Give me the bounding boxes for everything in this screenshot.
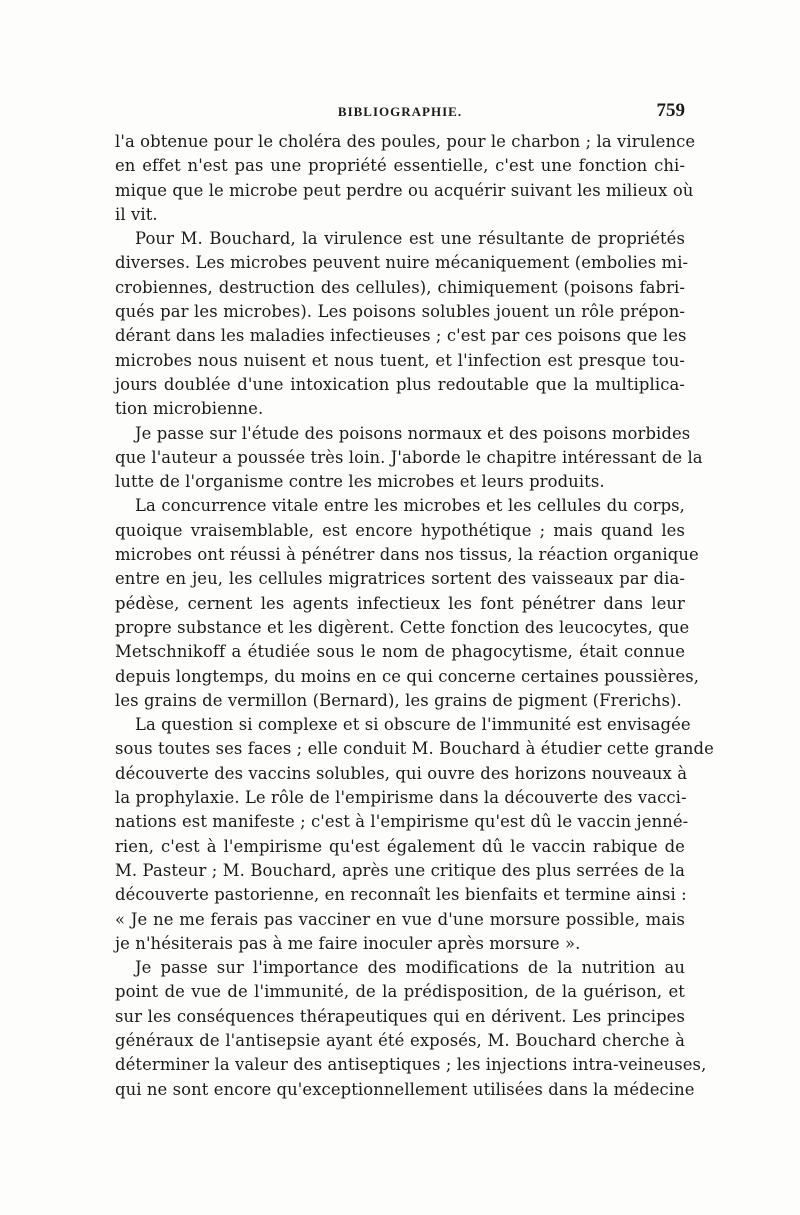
text-line: je n'hésiterais pas à me faire inoculer après morsure ». — [115, 933, 581, 953]
text-line: Je passe sur l'étude des poisons normaux et des poisons morbides — [135, 423, 691, 443]
text-line: l'a obtenue pour le choléra des poules, pour le charbon ; la virulence — [115, 132, 696, 151]
text-line: lutte de l'organisme contre les microbes et leurs produits. — [115, 472, 605, 492]
text-line: entre en jeu, les cellules migratrices sortent des vaisseaux par dia- — [115, 569, 685, 589]
text-line: que l'auteur a poussée très loin. J'aborde le chapitre intéressant de la — [115, 447, 703, 467]
text-line: Je passe sur l'importance des modifications de la nutrition au — [135, 958, 685, 978]
text-line: la prophylaxie. Le rôle de l'empirisme dans la découverte des vacci- — [115, 788, 687, 808]
running-head-title: BIBLIOGRAPHIE. — [337, 104, 463, 119]
text-line: nations est manifeste ; c'est à l'empirisme qu'est dû le vaccin jenné- — [115, 812, 689, 832]
page-number: 759 — [656, 100, 685, 121]
text-line: découverte pastorienne, en reconnaît les bienfaits et termine ainsi : — [115, 885, 687, 905]
text-line: Pour M. Bouchard, la virulence est une résultante de propriétés — [135, 229, 685, 249]
text-line: mique que le microbe peut perdre ou acquérir suivant les milieux où — [115, 180, 694, 200]
text-line: propre substance et les digèrent. Cette fonction des leucocytes, que — [115, 617, 690, 637]
text-line: depuis longtemps, du moins en ce qui concerne certaines poussières, — [115, 666, 700, 686]
text-line: qui ne sont encore qu'exceptionnellement utilisées dans la médecine — [115, 1079, 695, 1099]
text-line: il vit. — [115, 204, 158, 224]
text-line: M. Pasteur ; M. Bouchard, après une critique des plus serrées de la — [115, 860, 685, 880]
text-line: qués par les microbes). Les poisons solubles jouent un rôle prépon- — [115, 302, 685, 322]
text-line: découverte des vaccins solubles, qui ouvre des horizons nouveaux à — [115, 763, 688, 783]
text-line: sous toutes ses faces ; elle conduit M. Bouchard à étudier cette grande — [115, 739, 714, 759]
text-line: généraux de l'antisepsie ayant été exposés, M. Bouchard cherche à — [115, 1030, 685, 1050]
text-line: en effet n'est pas une propriété essentielle, c'est une fonction chi- — [115, 156, 685, 176]
text-line: les grains de vermillon (Bernard), les grains de pigment (Frerichs). — [115, 690, 682, 710]
text-line: microbes nous nuisent et nous tuent, et l'infection est presque tou- — [115, 350, 685, 370]
text-line: sur les conséquences thérapeutiques qui en dérivent. Les principes — [115, 1006, 685, 1026]
text-line: pédèse, cernent les agents infectieux les font pénétrer dans leur — [115, 593, 685, 613]
text-line: point de vue de l'immunité, de la prédisposition, de la guérison, et — [115, 982, 685, 1002]
text-line: « Je ne me ferais pas vacciner en vue d'une morsure possible, mais — [115, 909, 685, 929]
running-head — [115, 100, 685, 128]
text-line: dérant dans les maladies infectieuses ; c'est par ces poisons que les — [115, 326, 687, 346]
text-line: Metschnikoff a étudiée sous le nom de phagocytisme, était connue — [115, 642, 685, 662]
text-line: tion microbienne. — [115, 399, 264, 419]
body-text — [115, 130, 714, 1102]
text-line: microbes ont réussi à pénétrer dans nos tissus, la réaction organique — [115, 545, 699, 565]
text-line: déterminer la valeur des antiseptiques ; les injections intra-veineuses, — [115, 1055, 707, 1075]
text-line: jours doublée d'une intoxication plus redoutable que la multiplica- — [115, 374, 685, 394]
text-line: quoique vraisemblable, est encore hypothétique ; mais quand les — [115, 520, 685, 540]
text-line: diverses. Les microbes peuvent nuire mécaniquement (embolies mi- — [115, 253, 689, 273]
text-line: La question si complexe et si obscure de l'immunité est envisagée — [135, 715, 691, 735]
text-line: crobiennes, destruction des cellules), chimiquement (poisons fabri- — [115, 277, 685, 297]
text-line: La concurrence vitale entre les microbes et les cellules du corps, — [135, 496, 685, 516]
text-line: rien, c'est à l'empirisme qu'est également dû le vaccin rabique de — [115, 836, 685, 856]
